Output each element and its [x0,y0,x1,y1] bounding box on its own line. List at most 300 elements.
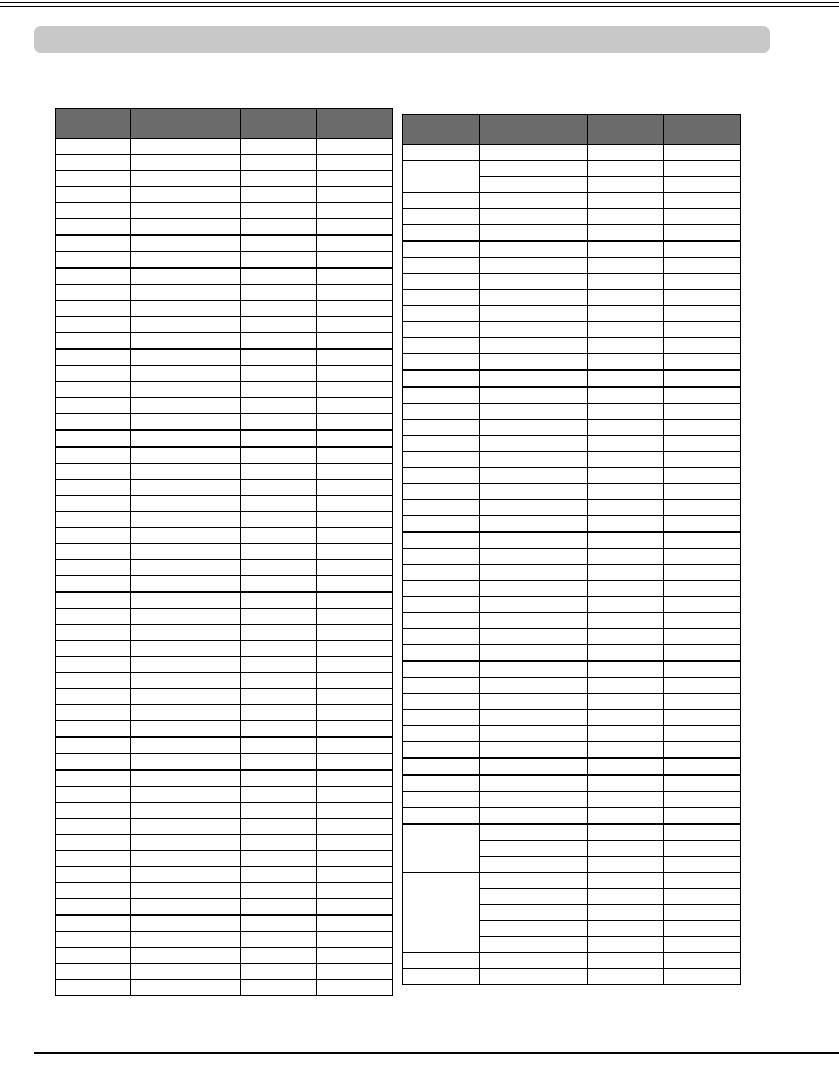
table-cell [664,613,741,629]
table-cell [317,398,393,414]
table-cell [664,420,741,436]
table-cell [241,883,317,899]
table-cell [241,235,317,252]
table-row [56,819,393,835]
table-cell [317,252,393,269]
table-cell [241,754,317,771]
table-cell [131,964,241,980]
table-cell [588,645,664,662]
table-row [403,436,741,452]
table-cell [588,758,664,775]
table-cell [317,155,393,171]
table-cell [403,824,480,873]
table-cell [664,241,741,258]
table-cell [241,317,317,333]
table-cell [56,235,131,252]
table-cell [664,758,741,775]
table-cell [403,758,480,775]
table-cell [241,641,317,657]
top-rule-secondary [0,6,839,7]
table-cell [664,824,741,841]
table-cell [56,754,131,771]
table-cell [317,219,393,236]
table-cell [588,387,664,404]
table-cell [480,241,588,258]
table-cell [664,193,741,209]
table-cell [241,721,317,738]
table-cell [131,430,241,447]
table-row [56,948,393,964]
table-cell [317,512,393,528]
table-cell [56,803,131,819]
table-cell [403,629,480,645]
table-row [56,414,393,431]
table-cell [664,274,741,290]
table-cell [56,964,131,980]
table-cell [403,710,480,726]
table-cell [241,139,317,155]
table-cell [480,516,588,533]
table-row [403,161,741,177]
table-cell [664,209,741,225]
table-cell [241,899,317,916]
table-cell [131,689,241,705]
table-cell [664,354,741,371]
table-cell [317,754,393,771]
table-cell [664,969,741,985]
table-cell [480,420,588,436]
table-cell [131,203,241,219]
table-cell [56,301,131,317]
table-row [56,576,393,593]
table-cell [588,500,664,516]
table-cell [403,436,480,452]
table-cell [480,290,588,306]
table-cell [480,953,588,969]
table-row [403,290,741,306]
table-cell [241,268,317,285]
table-cell [56,187,131,203]
table-cell [131,252,241,269]
table-cell [131,915,241,932]
table-cell [131,333,241,350]
table-cell [131,285,241,301]
table-row [56,203,393,219]
table-row [56,480,393,496]
table-cell [317,689,393,705]
table-cell [317,235,393,252]
table-cell [588,661,664,678]
table-cell [56,689,131,705]
table-cell [241,787,317,803]
table-cell [241,980,317,996]
table-cell [56,948,131,964]
table-cell [480,581,588,597]
table-row [56,915,393,932]
table-cell [131,496,241,512]
table-cell [403,322,480,338]
table-row [403,484,741,500]
table-cell [241,187,317,203]
table-row [403,306,741,322]
table-cell [241,219,317,236]
table-cell [56,641,131,657]
table-cell [480,808,588,825]
table-cell [403,452,480,468]
table-cell [664,937,741,953]
table-cell [317,657,393,673]
table-cell [480,613,588,629]
table-row [56,268,393,285]
table-cell [241,333,317,350]
table-cell [664,726,741,742]
right-header-cell [588,115,664,145]
table-cell [241,915,317,932]
table-cell [131,948,241,964]
table-row [56,171,393,187]
table-row [403,953,741,969]
left-header-cell [56,109,131,139]
table-cell [317,835,393,851]
table-cell [403,225,480,242]
table-cell [480,145,588,161]
table-cell [131,770,241,787]
table-row [403,629,741,645]
table-cell [241,430,317,447]
table-cell [480,338,588,354]
table-row [56,721,393,738]
table-row [403,710,741,726]
table-cell [588,193,664,209]
table-cell [131,576,241,593]
table-cell [56,560,131,576]
table-cell [241,285,317,301]
table-cell [480,274,588,290]
table-cell [131,899,241,916]
table-cell [403,484,480,500]
table-cell [664,581,741,597]
table-row [403,726,741,742]
table-cell [317,203,393,219]
table-cell [317,576,393,593]
table-cell [403,953,480,969]
table-cell [664,645,741,662]
table-cell [480,775,588,792]
table-row [56,705,393,721]
table-cell [664,710,741,726]
table-cell [403,873,480,953]
table-cell [131,464,241,480]
table-cell [317,430,393,447]
table-row [403,338,741,354]
table-cell [403,241,480,258]
table-row [56,544,393,560]
table-cell [664,905,741,921]
table-cell [403,468,480,484]
table-cell [480,661,588,678]
table-cell [56,883,131,899]
table-row [56,333,393,350]
table-cell [588,726,664,742]
table-cell [56,851,131,867]
table-cell [241,835,317,851]
table-cell [588,873,664,889]
table-row [403,792,741,808]
table-cell [131,317,241,333]
table-cell [56,139,131,155]
table-row [403,532,741,549]
table-cell [403,145,480,161]
table-cell [241,705,317,721]
table-cell [131,835,241,851]
table-row [56,657,393,673]
table-cell [56,867,131,883]
table-cell [480,841,588,857]
table-cell [480,452,588,468]
table-cell [56,219,131,236]
table-cell [403,290,480,306]
table-row [56,252,393,269]
table-cell [56,721,131,738]
table-row [56,430,393,447]
table-cell [56,414,131,431]
table-cell [403,678,480,694]
table-cell [241,948,317,964]
table-cell [131,414,241,431]
table-row [403,661,741,678]
table-cell [56,737,131,754]
table-row [403,597,741,613]
table-row [56,447,393,464]
table-cell [664,322,741,338]
table-cell [241,576,317,593]
table-cell [588,161,664,177]
table-cell [131,219,241,236]
table-cell [56,203,131,219]
table-cell [241,673,317,689]
table-cell [588,710,664,726]
table-cell [480,857,588,873]
table-cell [56,625,131,641]
table-row [403,274,741,290]
table-cell [664,500,741,516]
table-cell [664,742,741,759]
table-cell [403,274,480,290]
table-row [56,317,393,333]
table-cell [56,932,131,948]
table-cell [131,301,241,317]
table-cell [480,710,588,726]
table-cell [241,496,317,512]
table-cell [480,758,588,775]
table-cell [588,370,664,387]
table-row [56,464,393,480]
table-cell [317,447,393,464]
table-cell [317,366,393,382]
table-cell [480,694,588,710]
table-cell [131,544,241,560]
table-cell [588,808,664,825]
top-rule [0,2,839,3]
table-cell [480,354,588,371]
table-cell [480,193,588,209]
table-cell [588,857,664,873]
table-row [403,565,741,581]
table-cell [317,737,393,754]
table-cell [664,808,741,825]
table-cell [317,625,393,641]
table-cell [403,775,480,792]
table-cell [317,171,393,187]
table-cell [588,953,664,969]
table-cell [403,645,480,662]
table-cell [403,532,480,549]
table-row [56,964,393,980]
table-cell [664,953,741,969]
table-cell [56,576,131,593]
table-cell [241,203,317,219]
table-cell [241,366,317,382]
table-cell [588,565,664,581]
table-row [403,225,741,242]
table-cell [403,420,480,436]
table-cell [131,366,241,382]
table-cell [241,867,317,883]
table-cell [56,787,131,803]
table-cell [317,721,393,738]
table-cell [588,241,664,258]
right-header-cell [480,115,588,145]
table-row [403,808,741,825]
table-cell [131,139,241,155]
left-header-cell [131,109,241,139]
table-cell [317,609,393,625]
table-cell [480,565,588,581]
table-cell [241,609,317,625]
table-row [56,528,393,544]
table-row [56,899,393,916]
left-table-body [56,139,393,996]
table-cell [480,969,588,985]
table-cell [588,177,664,193]
table-cell [131,625,241,641]
table-cell [317,948,393,964]
table-cell [317,899,393,916]
table-cell [56,819,131,835]
table-row [403,873,741,889]
table-row [56,285,393,301]
table-cell [480,209,588,225]
table-cell [317,464,393,480]
table-cell [317,349,393,366]
table-cell [588,549,664,565]
table-row [56,301,393,317]
table-row [403,500,741,516]
table-cell [56,349,131,366]
table-cell [480,177,588,193]
table-cell [56,980,131,996]
table-cell [664,404,741,420]
table-cell [480,404,588,420]
table-cell [664,290,741,306]
table-cell [403,969,480,985]
table-row [56,139,393,155]
table-cell [664,306,741,322]
table-cell [317,496,393,512]
table-cell [131,803,241,819]
table-cell [588,452,664,468]
table-row [56,155,393,171]
table-cell [317,480,393,496]
table-cell [480,792,588,808]
table-cell [131,851,241,867]
table-cell [480,889,588,905]
table-row [403,645,741,662]
table-row [56,187,393,203]
table-cell [480,532,588,549]
table-cell [56,155,131,171]
table-cell [317,770,393,787]
table-cell [664,857,741,873]
table-cell [56,496,131,512]
right-spec-table [402,114,741,985]
table-cell [588,889,664,905]
table-cell [480,678,588,694]
table-cell [480,306,588,322]
left-header-cell [241,109,317,139]
table-cell [588,145,664,161]
table-row [403,145,741,161]
table-cell [241,803,317,819]
table-cell [317,528,393,544]
table-cell [664,338,741,354]
table-cell [588,597,664,613]
table-cell [131,609,241,625]
table-cell [403,209,480,225]
table-cell [131,867,241,883]
table-row [56,754,393,771]
table-cell [403,193,480,209]
table-row [56,770,393,787]
table-row [403,209,741,225]
table-cell [480,726,588,742]
table-cell [664,258,741,274]
table-cell [317,867,393,883]
table-cell [588,905,664,921]
table-cell [241,592,317,609]
table-cell [588,824,664,841]
left-spec-table [55,108,393,996]
left-header-cell [317,109,393,139]
table-row [56,219,393,236]
table-row [403,258,741,274]
table-row [56,673,393,689]
table-cell [241,464,317,480]
right-header-row [403,115,741,145]
table-cell [588,629,664,645]
table-row [56,235,393,252]
table-cell [56,430,131,447]
table-row [56,641,393,657]
table-row [403,758,741,775]
table-row [56,382,393,398]
table-cell [480,484,588,500]
table-cell [131,883,241,899]
table-cell [403,500,480,516]
table-row [56,349,393,366]
table-cell [664,516,741,533]
table-row [403,404,741,420]
